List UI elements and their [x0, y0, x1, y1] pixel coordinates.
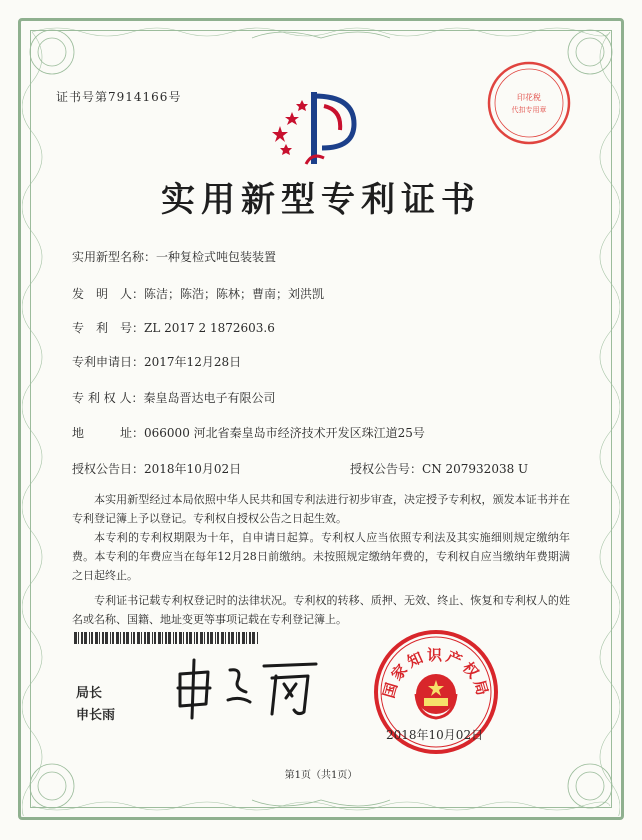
- field-grant-date: [72, 460, 241, 477]
- director-title: 局长: [76, 686, 103, 701]
- field-filing-date: [72, 353, 241, 370]
- field-address-label: 地 址：: [72, 426, 145, 440]
- director-name: 申长雨: [76, 708, 116, 723]
- svg-text:代扣专用章: 代扣专用章: [511, 106, 547, 114]
- director-signature: [168, 652, 328, 722]
- tax-seal-stamp: [484, 58, 574, 148]
- issue-date: 2018年10月02日: [386, 728, 484, 742]
- field-grant-date-label: 授权公告日：: [72, 462, 145, 476]
- certificate-title: 实用新型专利证书: [161, 180, 481, 220]
- field-name-label: 实用新型名称：: [72, 250, 157, 264]
- page-number: 第1页（共1页）: [284, 770, 358, 781]
- certificate-number: 证书号第7914166号: [56, 90, 182, 104]
- field-address-value: 066000 河北省秦皇岛市经济技术开发区珠江道25号: [144, 426, 425, 440]
- field-inventor: [72, 285, 324, 302]
- field-filing-date-label: 专利申请日：: [72, 355, 145, 369]
- body-paragraph-2: 本专利的专利权期限为十年，自申请日起算。专利权人应当依照专利法及其实施细则规定缴纳年费。本专利的年费应当在每年12月28日前缴纳。未按照规定缴纳年费的，专利权自应当缴纳年费期满之日起终止。: [72, 531, 570, 582]
- field-inventor-value: 陈洁；陈浩；陈林；曹南；刘洪凯: [144, 287, 325, 301]
- field-grant-date-value: 2018年10月02日: [144, 462, 242, 476]
- field-address: [72, 424, 425, 441]
- field-name: [72, 248, 276, 265]
- field-patent-number-value: ZL 2017 2 1872603.6: [144, 321, 275, 335]
- svg-text:国家知识产权局: 国家知识产权局: [379, 646, 493, 701]
- field-grant-number: [350, 460, 528, 477]
- field-patent-number: [72, 319, 275, 336]
- patent-office-logo-icon: [262, 86, 372, 172]
- field-grant-number-value: CN 207932038 U: [422, 462, 529, 476]
- field-patentee-label: 专 利 权 人：: [72, 391, 144, 405]
- body-paragraph-1: 本实用新型经过本局依照中华人民共和国专利法进行初步审查，决定授予专利权，颁发本证书并在专利登记簿上予以登记。专利权自授权公告之日起生效。: [72, 493, 570, 525]
- barcode: [74, 632, 260, 644]
- field-inventor-label: 发 明 人：: [72, 287, 145, 301]
- body-paragraph-3: 专利证书记载专利权登记时的法律状况。专利权的转移、质押、无效、终止、恢复和专利权人的姓名或名称、国籍、地址变更等事项记载在专利登记簿上。: [72, 594, 570, 626]
- field-patentee-value: 秦皇岛晋达电子有限公司: [143, 391, 276, 405]
- field-filing-date-value: 2017年12月28日: [144, 355, 242, 369]
- svg-text:印花税: 印花税: [517, 93, 541, 102]
- field-name-value: 一种复检式吨包装装置: [156, 250, 277, 264]
- field-patentee: [72, 389, 275, 406]
- body-paragraph: [72, 490, 570, 629]
- field-patent-number-label: 专 利 号：: [72, 321, 145, 335]
- field-grant-number-label: 授权公告号：: [350, 462, 423, 476]
